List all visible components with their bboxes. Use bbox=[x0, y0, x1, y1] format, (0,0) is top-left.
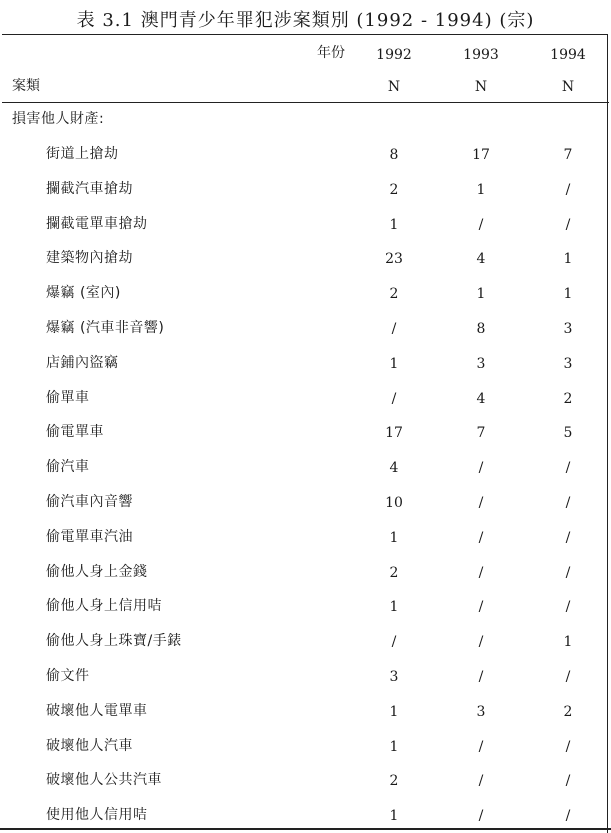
row-value-1993: / bbox=[478, 773, 484, 789]
row-value-1993: 4 bbox=[476, 251, 486, 267]
row-label: 偷他人身上金錢 bbox=[46, 564, 148, 580]
row-label: 偷文件 bbox=[46, 668, 90, 684]
row-label: 街道上搶劫 bbox=[46, 146, 119, 162]
row-value-1992: 1 bbox=[389, 808, 399, 824]
row-value-1994: / bbox=[565, 599, 571, 615]
row-value-1994: 3 bbox=[563, 321, 573, 337]
row-value-1992: 10 bbox=[385, 495, 403, 511]
row-label: 店鋪內盜竊 bbox=[46, 355, 119, 371]
row-value-1993: 4 bbox=[476, 391, 486, 407]
row-value-1993: / bbox=[478, 565, 484, 581]
row-value-1992: 2 bbox=[389, 773, 399, 789]
row-value-1993: 1 bbox=[476, 286, 486, 302]
row-value-1994: 5 bbox=[563, 425, 573, 441]
row-value-1993: 17 bbox=[472, 147, 490, 163]
row-value-1994: / bbox=[565, 669, 571, 685]
bottom-border bbox=[0, 828, 611, 830]
unit-1993: N bbox=[474, 79, 488, 95]
row-value-1994: 1 bbox=[563, 286, 573, 302]
row-value-1993: / bbox=[478, 808, 484, 824]
row-value-1992: 1 bbox=[389, 739, 399, 755]
row-value-1993: / bbox=[478, 599, 484, 615]
row-value-1992: 2 bbox=[389, 182, 399, 198]
year-1992-header: 1992 bbox=[376, 47, 412, 63]
row-value-1993: / bbox=[478, 634, 484, 650]
row-value-1992: 1 bbox=[389, 599, 399, 615]
row-value-1994: 2 bbox=[563, 704, 573, 720]
table-title: 表 3.1 澳門青少年罪犯涉案類別 (1992 - 1994) (宗) bbox=[76, 10, 535, 31]
row-value-1992: / bbox=[391, 391, 397, 407]
row-value-1992: 17 bbox=[385, 425, 403, 441]
row-value-1994: / bbox=[565, 530, 571, 546]
row-label: 偷他人身上珠寶/手錶 bbox=[46, 633, 182, 649]
row-value-1993: / bbox=[478, 530, 484, 546]
row-label: 使用他人信用咭 bbox=[46, 807, 148, 823]
row-value-1992: 1 bbox=[389, 356, 399, 372]
row-value-1992: 23 bbox=[385, 251, 403, 267]
row-value-1993: / bbox=[478, 669, 484, 685]
row-value-1993: / bbox=[478, 217, 484, 233]
row-value-1992: 2 bbox=[389, 286, 399, 302]
row-label: 破壞他人汽車 bbox=[46, 738, 133, 754]
row-value-1994: / bbox=[565, 182, 571, 198]
row-value-1992: / bbox=[391, 634, 397, 650]
row-value-1994: / bbox=[565, 495, 571, 511]
row-value-1993: / bbox=[478, 495, 484, 511]
row-value-1994: / bbox=[565, 565, 571, 581]
row-value-1994: / bbox=[565, 739, 571, 755]
row-value-1992: 1 bbox=[389, 704, 399, 720]
row-value-1992: 2 bbox=[389, 565, 399, 581]
row-value-1994: / bbox=[565, 217, 571, 233]
year-1993-header: 1993 bbox=[463, 47, 499, 63]
row-value-1993: 8 bbox=[476, 321, 486, 337]
row-value-1993: 7 bbox=[476, 425, 486, 441]
row-label: 爆竊 (汽車非音響) bbox=[46, 320, 165, 336]
row-label: 破壞他人公共汽車 bbox=[46, 772, 162, 788]
row-label: 偷汽車 bbox=[46, 459, 90, 475]
row-label: 爆竊 (室內) bbox=[46, 285, 121, 301]
row-value-1992: 3 bbox=[389, 669, 399, 685]
row-label: 偷電單車 bbox=[46, 424, 104, 440]
row-label: 偷汽車內音響 bbox=[46, 494, 133, 510]
category-header-label: 案類 bbox=[12, 78, 40, 94]
row-value-1993: 1 bbox=[476, 182, 486, 198]
row-value-1994: 1 bbox=[563, 251, 573, 267]
row-label: 攔截汽車搶劫 bbox=[46, 181, 133, 197]
row-value-1992: / bbox=[391, 321, 397, 337]
section-label: 損害他人財產: bbox=[12, 111, 105, 127]
row-value-1994: / bbox=[565, 773, 571, 789]
row-value-1992: 1 bbox=[389, 530, 399, 546]
row-label: 偷他人身上信用咭 bbox=[46, 598, 162, 614]
row-value-1994: 1 bbox=[563, 634, 573, 650]
row-label: 建築物內搶劫 bbox=[46, 250, 133, 266]
year-1994-header: 1994 bbox=[550, 47, 586, 63]
unit-1994: N bbox=[561, 79, 575, 95]
year-header-label: 年份 bbox=[317, 45, 345, 61]
row-value-1994: / bbox=[565, 808, 571, 824]
row-value-1994: 7 bbox=[563, 147, 573, 163]
row-value-1993: / bbox=[478, 739, 484, 755]
row-value-1994: / bbox=[565, 460, 571, 476]
row-label: 偷單車 bbox=[46, 390, 90, 406]
header-divider bbox=[2, 102, 609, 103]
unit-1992: N bbox=[387, 79, 401, 95]
row-value-1993: 3 bbox=[476, 356, 486, 372]
row-value-1993: 3 bbox=[476, 704, 486, 720]
row-value-1994: 3 bbox=[563, 356, 573, 372]
row-value-1992: 8 bbox=[389, 147, 399, 163]
row-label: 破壞他人電單車 bbox=[46, 703, 148, 719]
row-value-1992: 1 bbox=[389, 217, 399, 233]
row-value-1992: 4 bbox=[389, 460, 399, 476]
row-label: 攔截電單車搶劫 bbox=[46, 216, 148, 232]
row-value-1993: / bbox=[478, 460, 484, 476]
row-label: 偷電單車汽油 bbox=[46, 529, 133, 545]
row-value-1994: 2 bbox=[563, 391, 573, 407]
